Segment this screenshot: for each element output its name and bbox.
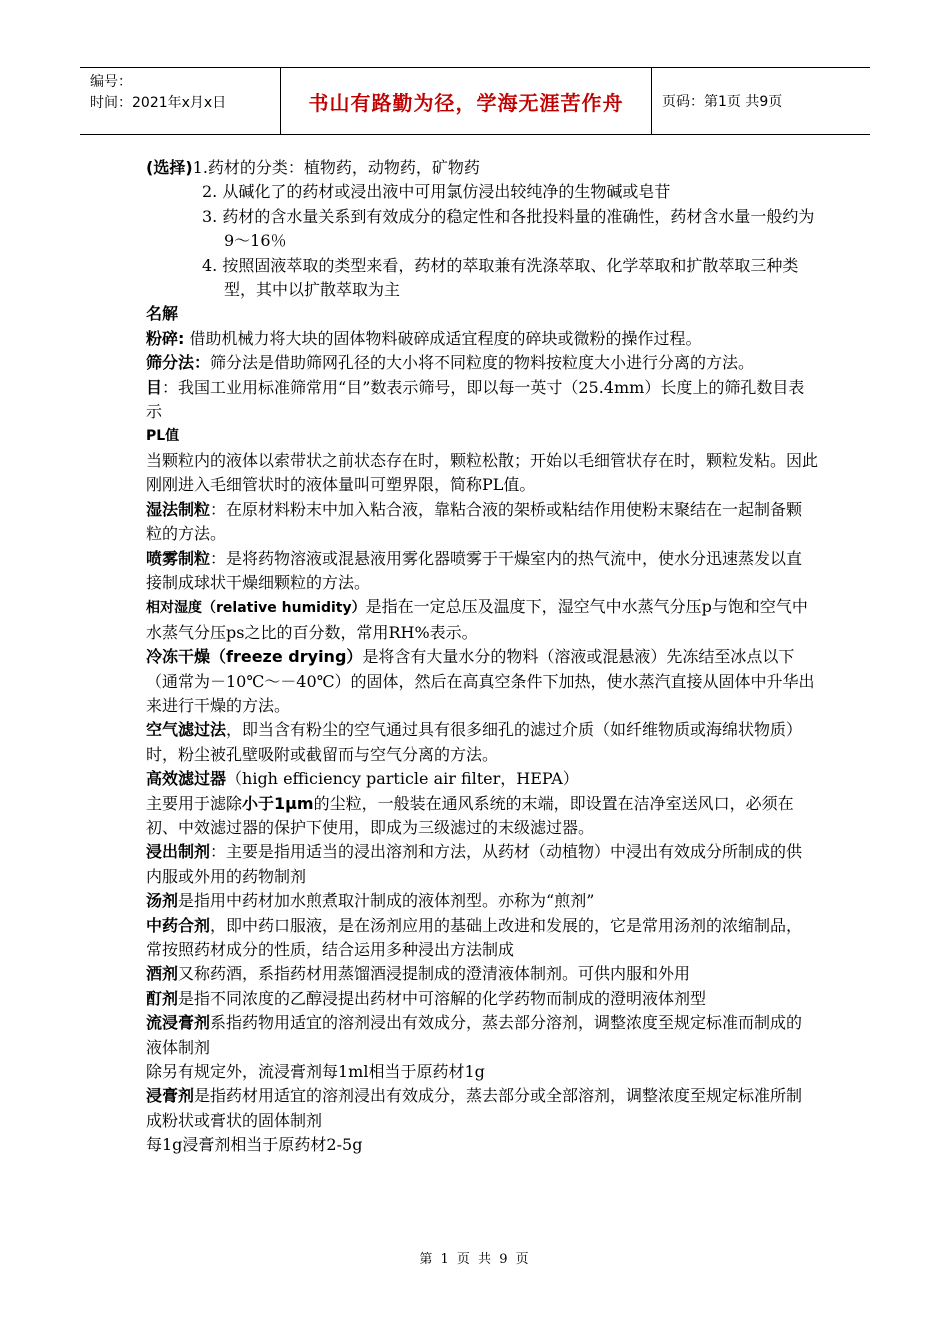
term-sieving: 筛分法：筛分法是借助筛网孔径的大小将不同粒度的物料按粒度大小进行分离的方法。 bbox=[146, 353, 755, 373]
term-extraction-preparation: 浸出制剂：主要是指用适当的浸出溶剂和方法，从药材（动植物）中浸出有效成分所制成的供内服或外用的药物制剂 bbox=[146, 842, 803, 886]
header-page-info: 页码：第1页 共9页 bbox=[662, 94, 783, 110]
term-hepa-heading: 高效滤过器（high efficiency particle air filter，HEPA） bbox=[146, 769, 579, 789]
term-tcm-mixture: 中药合剂，即中药口服液，是在汤剂应用的基础上改进和发展的，它是常用汤剂的浓缩制品，常按照药材成分的性质，结合运用多种浸出方法制成 bbox=[146, 915, 803, 959]
header-motto: 书山有路勤为径，学海无涯苦作舟 bbox=[280, 68, 652, 134]
terms-heading: 名解 bbox=[146, 304, 179, 324]
document-body bbox=[146, 156, 818, 1158]
choice-label: (选择) bbox=[146, 158, 193, 177]
header-meta bbox=[80, 68, 280, 134]
term-relative-humidity: 相对湿度（relative humidity）是指在一定总压及温度下，湿空气中水蒸气分压p与饱和空气中水蒸气分压ps之比的百分数，常用RH%表示。 bbox=[146, 597, 808, 642]
term-pl-heading: PL值 bbox=[146, 428, 180, 445]
term-wet-granulation: 湿法制粒：在原材料粉末中加入粘合液，靠粘合液的架桥或粘结作用使粉末聚结在一起制备颗粒的方法。 bbox=[146, 499, 803, 544]
term-decoction: 汤剂是指用中药材加水煎煮取汁制成的液体剂型。亦称为“煎剂” bbox=[146, 891, 595, 911]
choice-item-2: 2. 从碱化了的药材或浸出液中可用氯仿浸出较纯净的生物碱或皂苷 bbox=[202, 182, 671, 202]
term-tincture: 酊剂是指不同浓度的乙醇浸提出药材中可溶解的化学药物而制成的澄明液体剂型 bbox=[146, 988, 707, 1008]
choice-item-4: 4. 按照固液萃取的类型来看，药材的萃取兼有洗涤萃取、化学萃取和扩散萃取三种类型，其中以扩散萃取为主 bbox=[202, 255, 799, 300]
document-date: 时间：2021年x月x日 bbox=[90, 95, 227, 111]
term-crushing: 粉碎: 借助机械力将大块的固体物料破碎成适宜程度的碎块或微粉的操作过程。 bbox=[146, 328, 702, 348]
page-header bbox=[80, 67, 870, 135]
document-number: 编号： bbox=[90, 74, 132, 90]
term-fluid-extract-note: 除另有规定外，流浸膏剂每1ml相当于原药材1g bbox=[146, 1062, 485, 1082]
term-medicinal-wine: 酒剂又称药酒，系指药材用蒸馏酒浸提制成的澄清液体制剂。可供内服和外用 bbox=[146, 964, 691, 984]
term-freeze-drying: 冷冻干燥（freeze drying）是将含有大量水分的物料（溶液或混悬液）先冻结至冰点以下（通常为－10℃～－40℃）的固体，然后在高真空条件下加热，使水蒸汽直接从固体中升华出来进行干燥的方法。 bbox=[146, 647, 815, 715]
choice-item-3: 3. 药材的含水量关系到有效成分的稳定性和各批投料量的准确性，药材含水量一般约为9～16％ bbox=[202, 206, 815, 251]
term-pl: 当颗粒内的液体以索带状之前状态存在时，颗粒松散；开始以毛细管状存在时，颗粒发粘。因此刚刚进入毛细管状时的液体量叫可塑界限，简称PL值。 bbox=[146, 450, 819, 495]
term-fluid-extract: 流浸膏剂系指药物用适宜的溶剂浸出有效成分，蒸去部分溶剂，调整浓度至规定标准而制成的液体制剂 bbox=[146, 1013, 803, 1057]
term-hepa: 主要用于滤除小于1μm的尘粒，一般装在通风系统的末端，即设置在洁净室送风口，必须在初、中效滤过器的保护下使用，即成为三级滤过的末级滤过器。 bbox=[146, 793, 794, 837]
term-spray-granulation: 喷雾制粒：是将药物溶液或混悬液用雾化器喷雾于干燥室内的热气流中，使水分迅速蒸发以直接制成球状干燥细颗粒的方法。 bbox=[146, 548, 803, 592]
page-footer: 第 1 页 共 9 页 bbox=[419, 1252, 531, 1267]
term-extract-note: 每1g浸膏剂相当于原药材2-5g bbox=[146, 1135, 363, 1155]
term-mesh: 目：我国工业用标准筛常用“目”数表示筛号，即以每一英寸（25.4mm）长度上的筛孔数目表示 bbox=[146, 377, 805, 422]
term-air-filtration: 空气滤过法，即当含有粉尘的空气通过具有很多细孔的滤过介质（如纤维物质或海绵状物质）时，粉尘被孔壁吸附或截留而与空气分离的方法。 bbox=[146, 720, 803, 764]
term-extract: 浸膏剂是指药材用适宜的溶剂浸出有效成分，蒸去部分或全部溶剂，调整浓度至规定标准所制成粉状或膏状的固体制剂 bbox=[146, 1086, 803, 1130]
choice-item-1: (选择)1.药材的分类：植物药，动物药，矿物药 bbox=[146, 158, 480, 177]
